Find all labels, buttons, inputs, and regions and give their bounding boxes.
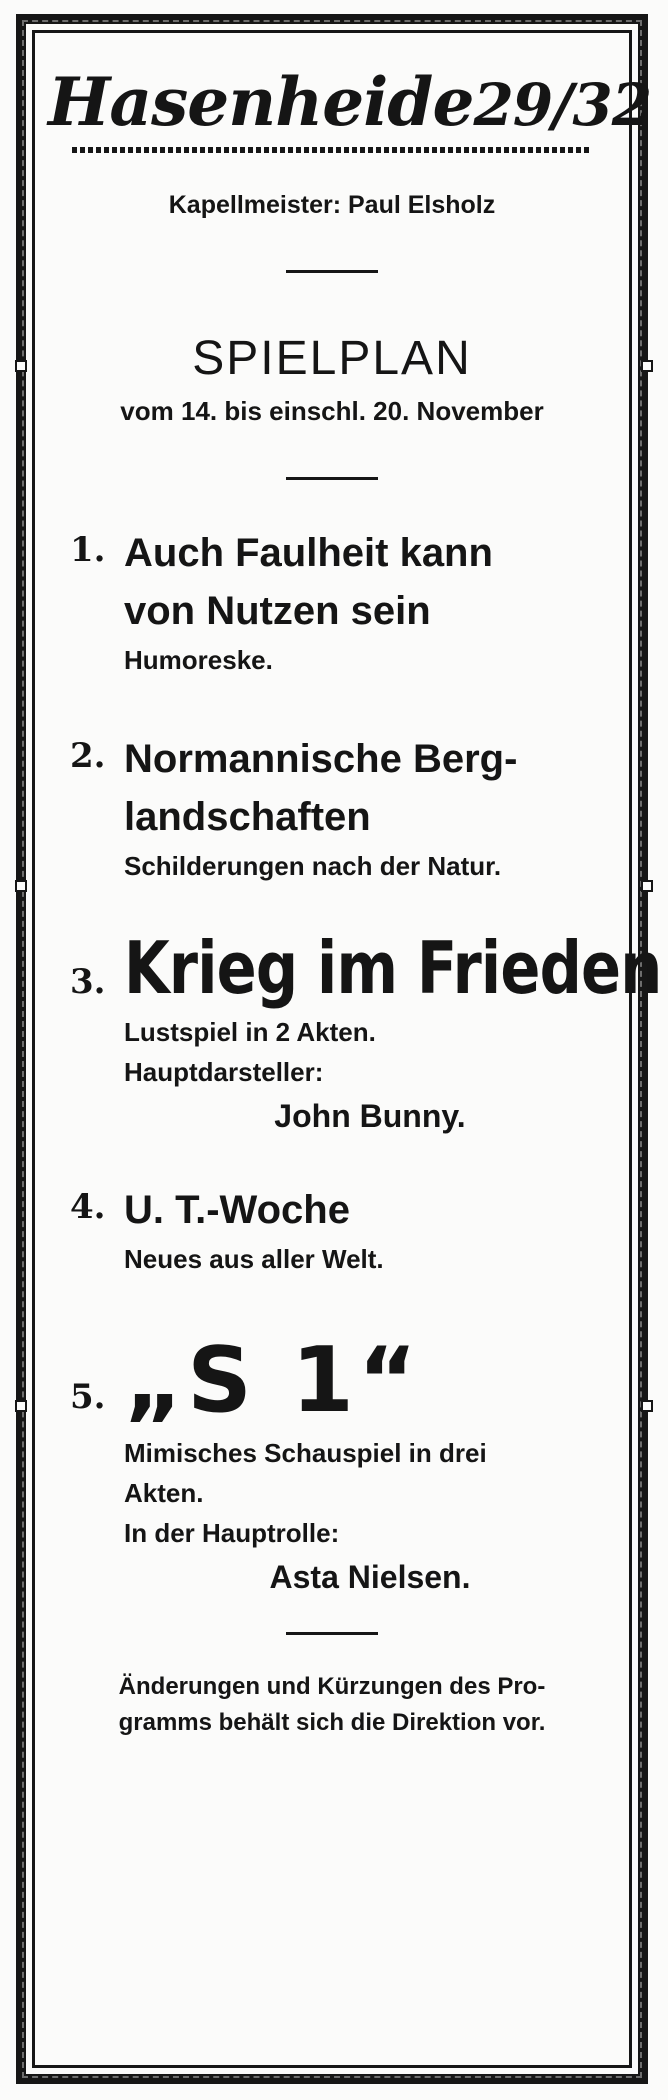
item-description: Akten. — [124, 1478, 204, 1508]
program-item-4 — [70, 1181, 616, 1279]
program-dates: vom 14. bis einschl. 20. November — [120, 396, 544, 426]
item-title-line: Auch Faulheit kann — [124, 531, 493, 575]
item-title-line: von Nutzen sein — [124, 589, 431, 633]
title-underline — [72, 147, 592, 153]
item-title: Krieg im Frieden — [124, 926, 662, 1010]
program-item-1 — [70, 524, 616, 680]
item-title: U. T.-Woche — [124, 1188, 350, 1232]
item-role-label: In der Hauptrolle: — [124, 1518, 340, 1548]
item-role-label: Hauptdarsteller: — [124, 1057, 324, 1087]
program-item-3 — [70, 924, 662, 1135]
border-ornament — [15, 1400, 27, 1412]
item-actor: Asta Nielsen. — [269, 1559, 471, 1595]
venue-name: Hasenheide — [48, 63, 474, 141]
border-ornament — [641, 360, 653, 372]
item-number: 4. — [70, 1187, 106, 1227]
item-number: 1. — [70, 530, 106, 570]
program-heading: SPIELPLAN — [192, 332, 472, 385]
divider — [286, 1632, 378, 1635]
border-ornament — [15, 880, 27, 892]
item-description: Lustspiel in 2 Akten. — [124, 1017, 376, 1047]
divider — [286, 270, 378, 273]
item-title: „S 1“ — [124, 1328, 422, 1433]
footer-line: Änderungen und Kürzungen des Pro- — [118, 1673, 546, 1700]
item-number: 3. — [70, 962, 106, 1002]
divider — [286, 477, 378, 480]
border-ornament — [641, 880, 653, 892]
program-item-2 — [70, 730, 616, 886]
venue-title — [48, 62, 652, 145]
venue-number: 29/32 — [473, 71, 652, 139]
item-actor: John Bunny. — [274, 1098, 466, 1134]
item-description: Neues aus aller Welt. — [124, 1244, 384, 1274]
border-ornament — [641, 1400, 653, 1412]
item-description: Humoreske. — [124, 645, 273, 675]
content — [48, 44, 662, 2054]
kapellmeister-line: Kapellmeister: Paul Elsholz — [168, 191, 496, 219]
footer-line: gramms behält sich die Direktion vor. — [118, 1709, 546, 1736]
item-description: Mimisches Schauspiel in drei — [124, 1438, 487, 1468]
footer-note — [48, 1669, 616, 1741]
item-number: 2. — [70, 736, 106, 776]
border-ornament — [15, 360, 27, 372]
program-item-5 — [70, 1329, 616, 1596]
item-title-line: landschaften — [124, 795, 371, 839]
item-number: 5. — [70, 1377, 106, 1417]
item-title-line: Normannische Berg- — [124, 737, 518, 781]
item-description: Schilderungen nach der Natur. — [124, 851, 502, 881]
